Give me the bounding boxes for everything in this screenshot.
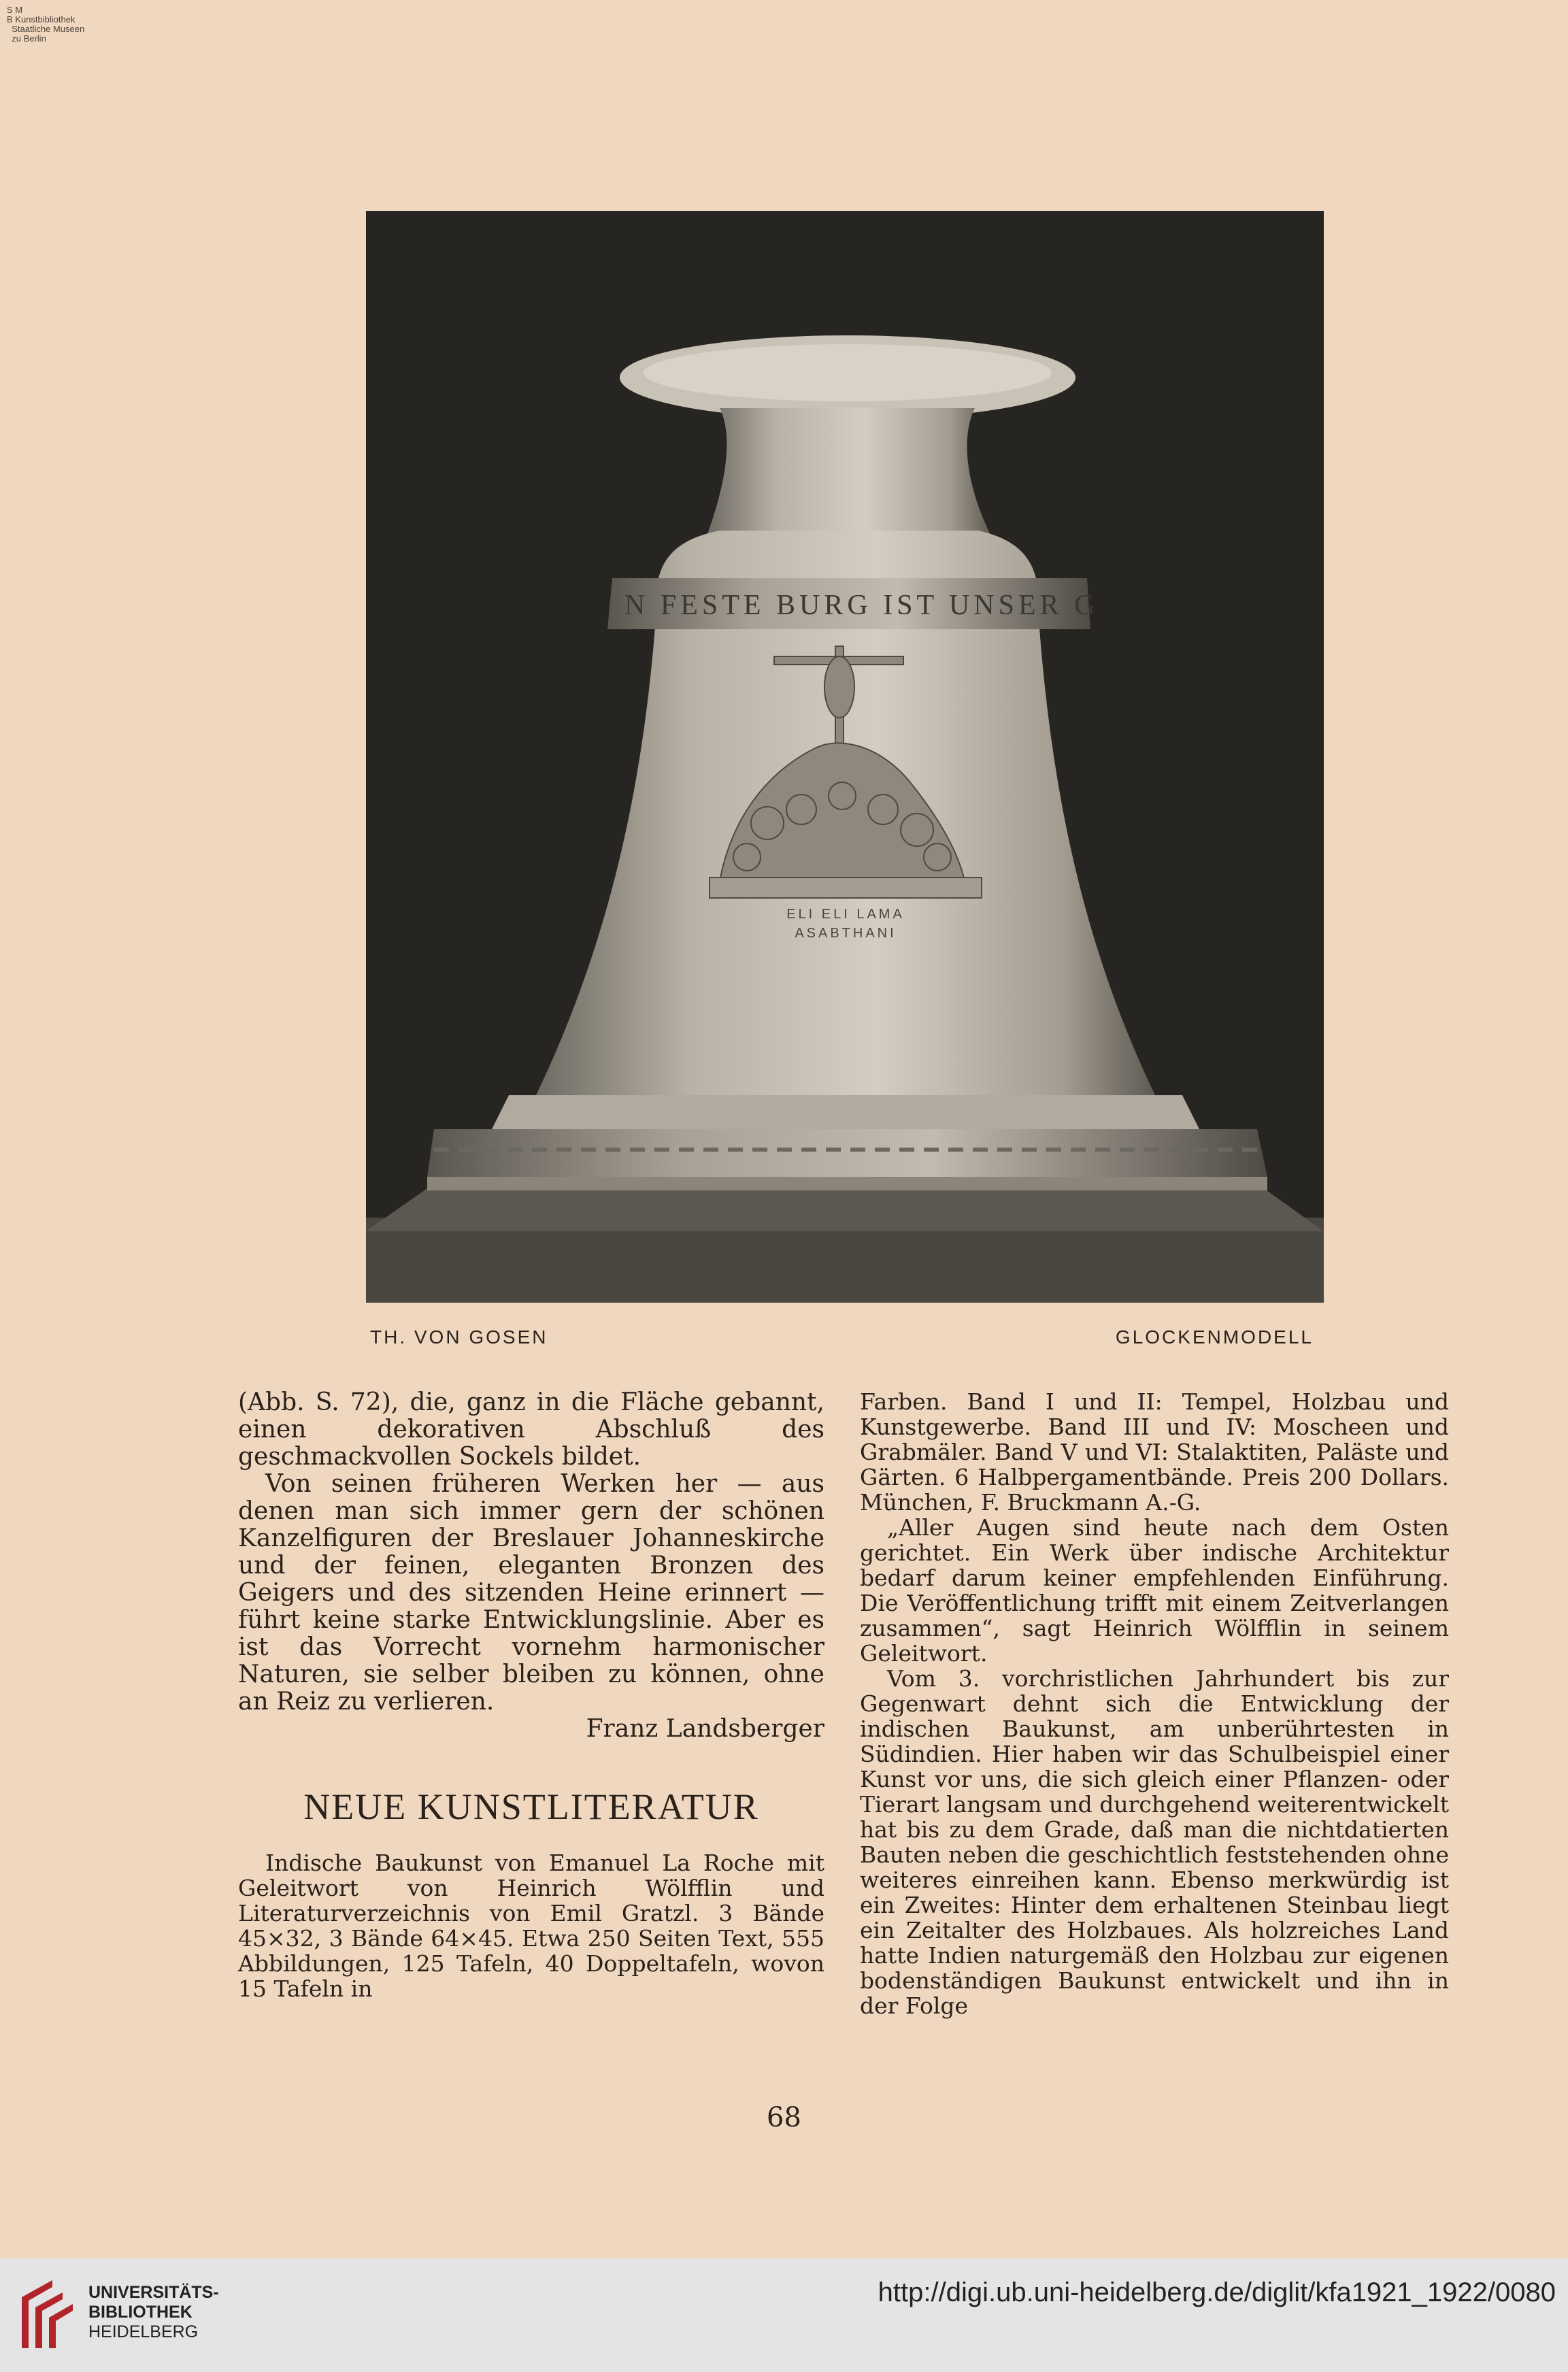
author-signature: Franz Landsberger (586, 1715, 824, 1743)
library-name-line: UNIVERSITÄTS- (88, 2283, 219, 2302)
left-column (238, 1389, 824, 2001)
university-library-logo-icon[interactable] (15, 2273, 76, 2355)
page-number: 68 (767, 2102, 801, 2133)
right-column (860, 1389, 1449, 2018)
footer-bar (0, 2258, 1568, 2372)
stamp-line: Staatliche Museen (7, 24, 85, 34)
relief-plaque-line1: ELI ELI LAMA (786, 907, 905, 922)
section-heading: NEUE KUNSTLITERATUR (303, 1786, 759, 1827)
book-entry: Indische Baukunst von Emanuel La Roche mit Geleitwort von Heinrich Wölfflin und Literaturverzeichnis von Emil Gratzl. 3 Bände 45×32, 3 Bände 64×45. Etwa 250 Seiten Text, 555 Abbildungen, 125 Tafeln, 40 Doppeltafeln, wovon 15 Tafeln in (238, 1850, 824, 2002)
bell-inscription: N FESTE BURG IST UNSER G (624, 590, 1099, 621)
relief-plaque-line2: ASABTHANI (795, 926, 897, 941)
paragraph: (Abb. S. 72), die, ganz in die Fläche gebannt, einen dekorativen Abschluß des geschmackvollen Sockels bildet. (238, 1388, 824, 1471)
paragraph: Von seinen früheren Werken her — aus denen man sich immer gern der schönen Kanzelfiguren der Breslauer Johanneskirche und der feinen, eleganten Bronzen des Geigers und des sitzenden Heine erinnert — führt keine starke Entwicklungslinie. Aber es ist das Vorrecht vornehm harmonischer Naturen, sie selber bleiben zu können, ohne an Reiz zu verlieren. (238, 1470, 824, 1716)
caption-title: GLOCKENMODELL (1115, 1326, 1314, 1348)
stamp-line: zu Berlin (7, 33, 46, 44)
permalink-url[interactable]: http://digi.ub.uni-heidelberg.de/diglit/kfa1921_1922/0080 (878, 2277, 1556, 2307)
stamp-line: S M (7, 5, 23, 15)
library-name[interactable] (88, 2283, 219, 2342)
stamp-line: B Kunstbibliothek (7, 14, 76, 24)
paragraph: Farben. Band I und II: Tempel, Holzbau und Kunstgewerbe. Band III und IV: Moscheen und Grabmäler. Band V und VI: Stalaktiten, Paläste und Gärten. 6 Halbpergamentbände. Preis 200 Dollars. München, F. Bruckmann A.-G. (860, 1388, 1449, 1516)
bell-illustration (366, 211, 1324, 1303)
library-name-line: BIBLIOTHEK (88, 2303, 193, 2322)
library-stamp (7, 5, 84, 44)
caption-artist: TH. VON GOSEN (370, 1326, 548, 1348)
library-name-line: HEIDELBERG (88, 2322, 199, 2341)
paragraph: „Aller Augen sind heute nach dem Osten gerichtet. Ein Werk über indische Architektur bedarf darum keiner empfehlenden Einführung. Die Veröffentlichung trifft mit einem Zeitverlangen zusammen“, sagt Heinrich Wölfflin in seinem Geleitwort. (860, 1514, 1449, 1667)
paragraph: Vom 3. vorchristlichen Jahrhundert bis zur Gegenwart dehnt sich die Entwicklung der indischen Baukunst, am unberührtesten in Südindien. Hier haben wir das Schulbeispiel einer Kunst vor uns, die sich gleich einer Pflanzen- oder Tierart langsam und durchgehend weiterentwickelt hat bis zu dem Grade, daß man die nichtdatierten Bauten neben die geschichtlich feststehenden ohne weiteres einreihen kann. Ebenso merkwürdig ist ein Zweites: Hinter dem erhaltenen Steinbau liegt ein Zeitalter des Holzbaues. Als holzreiches Land hatte Indien naturgemäß den Holzbau zur eigenen bodenständigen Baukunst entwickelt und ihn in der Folge (860, 1665, 1449, 2019)
bell-photograph (366, 211, 1324, 1303)
